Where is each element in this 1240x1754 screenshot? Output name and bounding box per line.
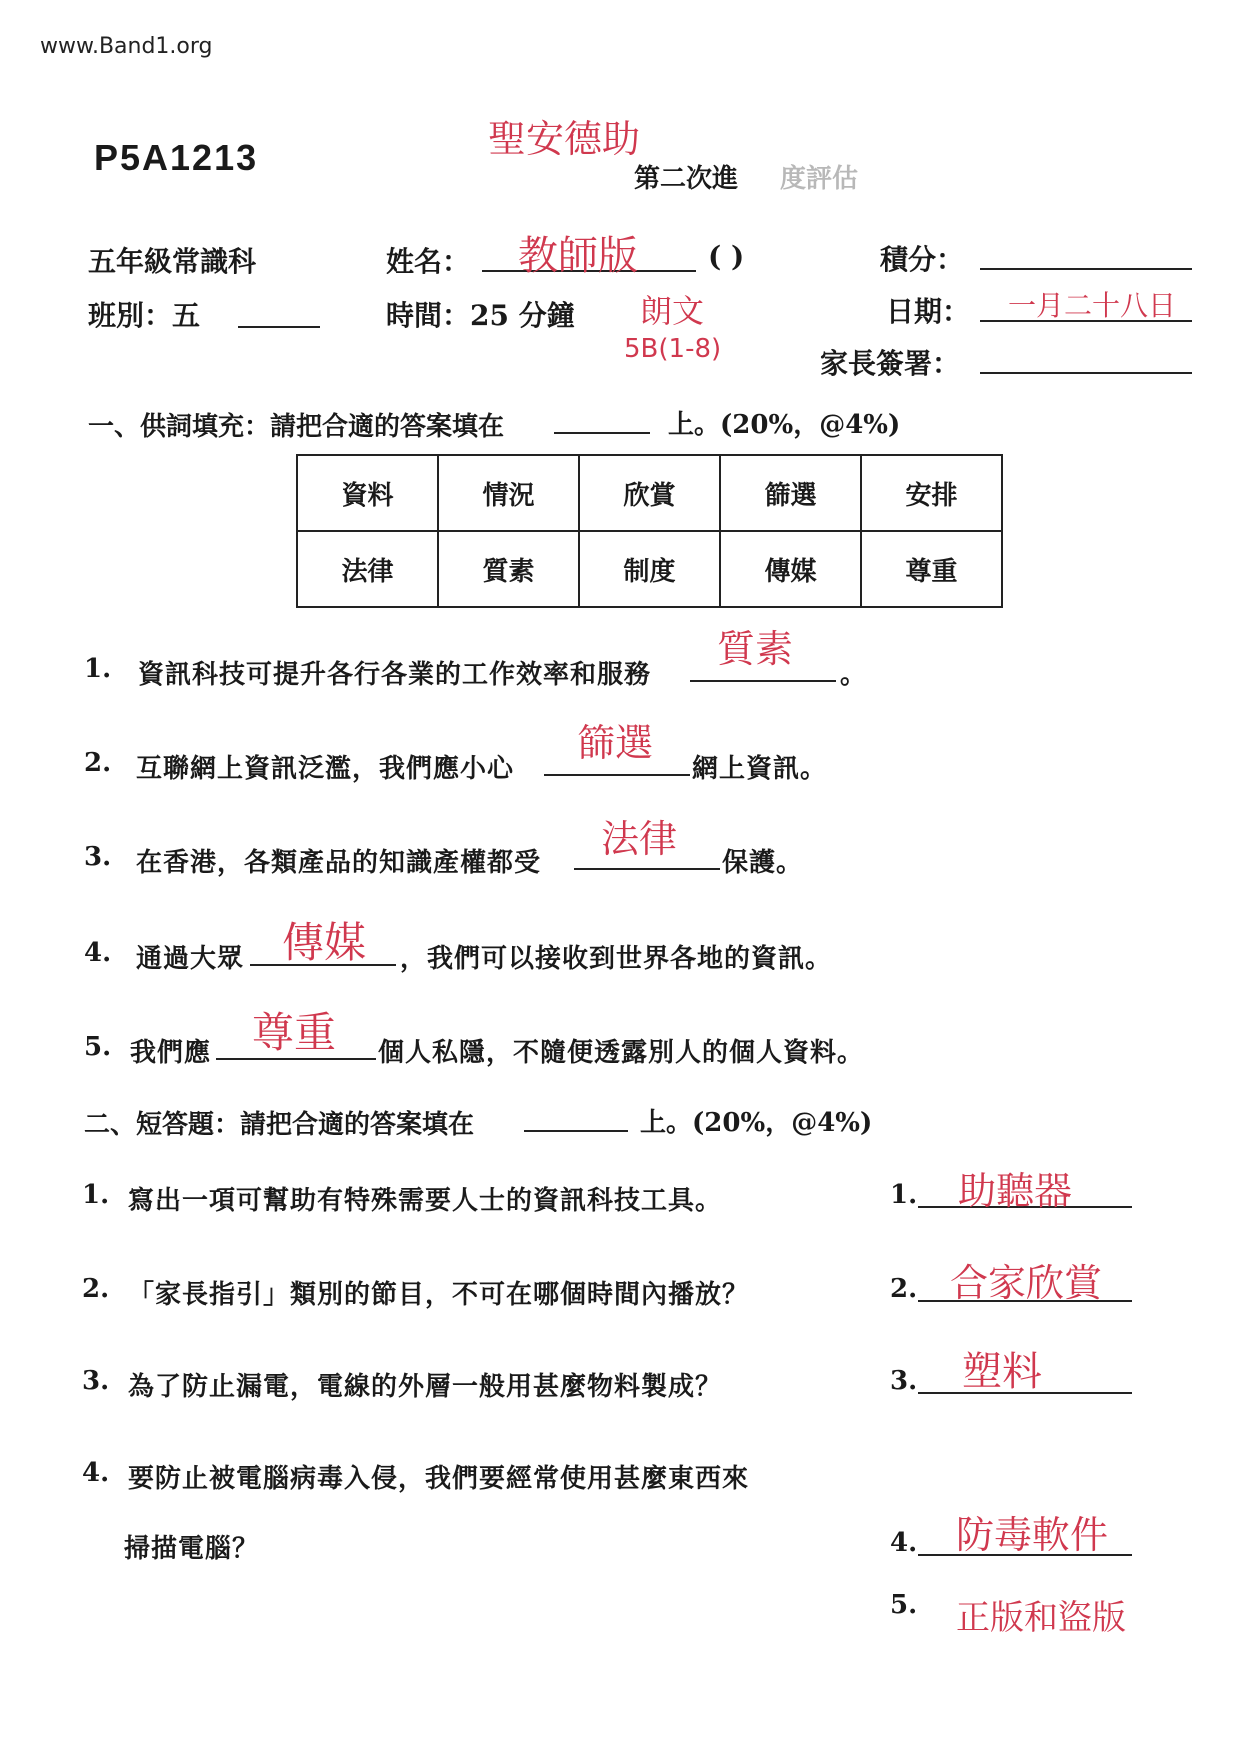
s1-q5-text-end: 個人私隱，不隨便透露別人的個人資料。 [378,1038,865,1068]
s1-q2-text: 互聯網上資訊泛濫，我們應小心 [136,754,515,784]
word-bank-cell: 質素 [438,531,579,607]
s2-a5-answer-partial: 正版和盜版 [956,1598,1126,1638]
score-label: 積分： [880,243,965,276]
word-bank-cell: 法律 [297,531,438,607]
s1-q4-number: 4. [84,938,112,968]
s1-q4-text: 通過大眾 [136,944,245,974]
section2-heading-blank [524,1130,628,1132]
word-bank-cell: 欣賞 [579,455,720,531]
section1-heading-blank [554,432,650,434]
s1-q3-number: 3. [84,842,112,872]
parent-signature-line [980,372,1192,374]
s1-q2-blank [544,774,690,776]
s2-q1-number: 1. [82,1180,110,1210]
word-bank-cell: 安排 [861,455,1002,531]
s2-a2-answer: 合家欣賞 [950,1261,1103,1305]
s1-q1-answer: 質素 [716,627,793,671]
section2-heading: 二、短答題：請把合適的答案填在 [84,1110,475,1140]
class-label: 班別：五 [88,299,201,332]
s2-a5-number: 5. [890,1590,918,1620]
s1-q5-number: 5. [84,1032,112,1062]
s2-a4-number: 4. [890,1528,918,1558]
word-bank-cell: 資料 [297,455,438,531]
section2-heading-end: 上。(20%，@4%) [640,1108,873,1138]
s2-q4-text-line2: 掃描電腦？ [124,1534,260,1564]
s1-q2-number: 2. [84,748,112,778]
s2-q4-text: 要防止被電腦病毒入侵，我們要經常使用甚麼東西來 [128,1464,750,1494]
parent-signature-label: 家長簽署： [820,347,961,380]
s1-q3-blank [574,868,720,870]
paper-title-faded: 度評估 [780,164,859,194]
class-line [238,326,320,328]
s1-q3-answer: 法律 [600,817,677,861]
word-bank-cell: 尊重 [861,531,1002,607]
s2-q1-text: 寫出一項可幫助有特殊需要人士的資訊科技工具。 [128,1186,723,1216]
name-paren: ( ) [708,240,745,273]
s2-q2-number: 2. [82,1274,110,1304]
s1-q1-number: 1. [84,654,112,684]
score-line [980,268,1192,270]
time-label: 時間：25 分鐘 [386,299,575,332]
s1-q3-text: 在香港，各類產品的知識產權都受 [136,848,542,878]
s2-a3-number: 3. [890,1366,918,1396]
s1-q3-text-end: 保護。 [722,848,804,878]
school-handwriting: 聖安德助 [488,117,641,161]
s2-q4-number: 4. [82,1458,110,1488]
s1-q1-text: 資訊科技可提升各行各業的工作效率和服務 [138,660,652,690]
word-bank-cell: 篩選 [720,455,861,531]
grade-subject: 五年級常識科 [88,245,257,278]
s2-q3-text: 為了防止漏電，電線的外層一般用甚麼物料製成？ [128,1372,723,1402]
s2-a1-number: 1. [890,1180,918,1210]
word-bank-cell: 傳媒 [720,531,861,607]
name-label: 姓名： [386,245,471,278]
paper-code: P5A1213 [94,137,259,178]
s1-q1-text-end: 。 [840,660,868,690]
s2-a1-answer: 助聽器 [958,1169,1073,1213]
s2-q5-clip [0,1590,1240,1638]
name-value: 教師版 [518,233,638,279]
time-note-chapter: 5B(1-8) [624,334,722,364]
s1-q5-text: 我們應 [130,1038,212,1068]
word-bank-cell: 制度 [579,531,720,607]
word-bank-table [296,454,1003,608]
date-label: 日期： [886,295,971,328]
date-value: 一月二十八日 [1008,289,1177,322]
s1-q4-text-end: ，我們可以接收到世界各地的資訊。 [400,944,833,974]
s2-a2-number: 2. [890,1274,918,1304]
s2-a4-answer: 防毒軟件 [956,1513,1109,1557]
s1-q2-answer: 篩選 [576,721,653,765]
s1-q2-text-end: 網上資訊。 [692,754,828,784]
word-bank-row [297,455,1002,531]
s1-q4-answer: 傳媒 [281,918,366,967]
site-watermark: www.Band1.org [40,34,213,59]
s2-q2-text: 「家長指引」類別的節目，不可在哪個時間內播放？ [128,1280,750,1310]
time-note-textbook: 朗文 [640,292,705,330]
section1-heading: 一、供詞填充：請把合適的答案填在 [88,412,505,442]
word-bank-row [297,531,1002,607]
section1-heading-end: 上。(20%，@4%) [668,410,901,440]
s2-a3-answer: 塑料 [962,1349,1042,1395]
s1-q1-blank [690,680,836,682]
word-bank-cell: 情況 [438,455,579,531]
s2-q3-number: 3. [82,1366,110,1396]
s1-q5-answer: 尊重 [251,1008,336,1057]
paper-title: 第二次進 [634,164,739,194]
